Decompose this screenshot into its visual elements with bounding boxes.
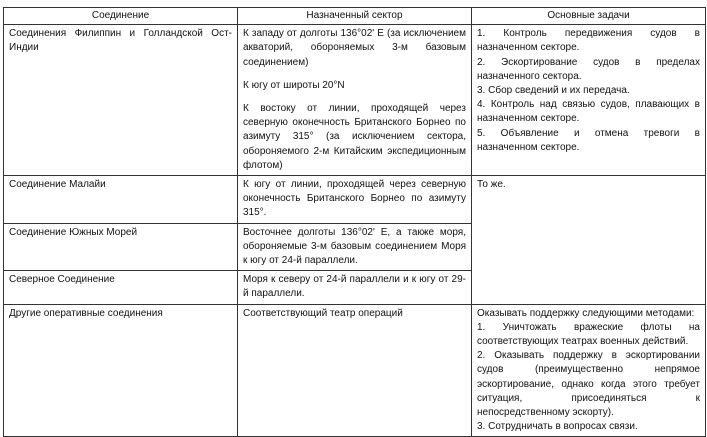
sector-text: Восточнее долготы 136°02' E, а также моря, обороняемые 3-м базовым соединением Моря к югу от 24-й параллели. [243,226,466,267]
sector-cell [238,223,472,271]
unit-name: Северное Соединение [9,274,115,286]
header-row [4,8,706,25]
task-item: 3. Сбор сведений и их передача. [477,85,630,97]
task-item: Оказывать поддержку следующими методами: [477,307,695,319]
sector-cell [238,271,472,304]
unit-cell [4,176,238,224]
tasks-cell [472,304,706,437]
sector-cell [238,25,472,176]
sector-text: К югу от линии, проходящей через северную оконечность Британского Борнео по азимуту 315°. [243,179,466,219]
sector-text: К югу от широты 20°N [243,79,345,91]
sector-text: К западу от долготы 136°02' E (за исключением акваторий, обороняемых 3-м базовым соединением) [243,28,466,68]
unit-name: Соединение Малайи [9,179,106,191]
unit-name: Соединение Южных Морей [9,226,138,238]
header-tasks: Основные задачи [472,8,706,25]
tasks-cell [472,176,706,305]
unit-cell [4,223,238,271]
header-unit: Соединение [4,8,238,25]
naval-units-table [3,7,706,437]
table-row [4,25,706,176]
task-item: 1. Уничтожать вражеские флоты на соответствующих театрах военных действий. [477,321,700,348]
header-sector: Назначенный сектор [238,8,472,25]
sector-text: Соответствующий театр операций [243,307,403,319]
sector-cell [238,304,472,437]
unit-name: Соединения Филиппин и Голландской Ост-Индии [9,28,232,54]
task-item: То же. [477,179,506,191]
sector-cell [238,176,472,224]
task-item: 2. Эскортирование судов в пределах назначенного сектора. [477,56,700,82]
unit-cell [4,304,238,437]
unit-name: Другие оперативные соединения [9,307,163,319]
sector-text: Моря к северу от 24-й параллели и к югу от 29-й параллели. [243,274,466,300]
task-item: 5. Объявление и отмена тревоги в назначенном секторе. [477,127,700,153]
task-item: 3. Сотрудничать в вопросах связи. [477,421,638,433]
unit-cell [4,25,238,176]
task-item: 2. Оказывать поддержку в эскортировании судов (преимущественно непрямое эскортирование, однако когда этого требует ситуация, присоединяться к непосредственному эскорту). [477,350,700,419]
unit-cell [4,271,238,304]
sector-text: К востоку от линии, проходящей через северную оконечность Британского Борнео по азимуту 315° (за исключением сектора, обороняемого 2-м Китайским экспедиционным флотом) [243,103,466,171]
task-item: 4. Контроль над связью судов, плавающих в назначенном секторе. [477,99,700,125]
table-row [4,304,706,437]
task-item: 1. Контроль передвижения судов в назначенном секторе. [477,28,700,54]
table-row [4,176,706,224]
tasks-cell [472,25,706,176]
